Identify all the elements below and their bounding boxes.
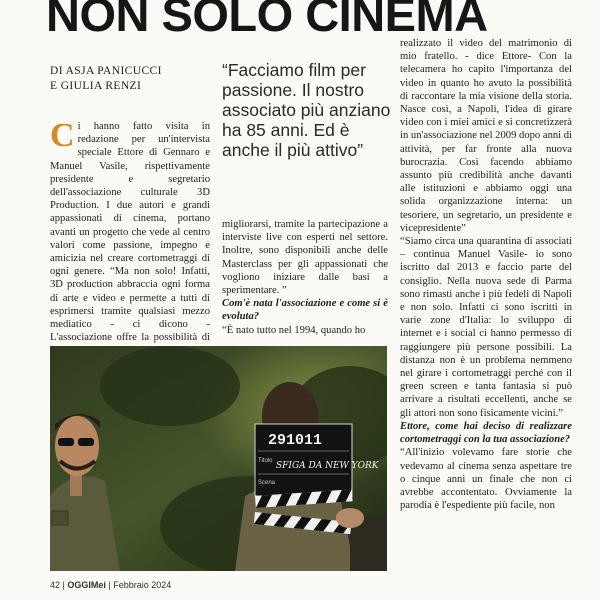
clapper-title-label: Titolo — [258, 458, 273, 464]
page-footer — [50, 580, 171, 590]
paragraph: realizzato il video del matrimonio di mio fratello. - dice Ettore- Con la telecamera ho capito l'importanza del video in quanto ho avuto la possibilità di raccontare la mia visione della storia. Nasce così, a Napoli, l'idea di girare video con i miei amici e si concretizzerà in un'associazione nel 2009 dopo anni di attività, per far fronte alla nuova burocrazia. Così facendo abbiamo assunto più credibilità anche davanti alle istituzioni e abbiamo oggi una solida organizzazione interna: un tesoriere, un segretario, un presidente e vicepresidente” — [400, 38, 572, 234]
footer-separator: | — [62, 580, 68, 590]
paragraph: “All'inizio volevamo fare storie che vedevamo al cinema senza aspettare tre o cinque anni un finale che non ci avrebbe accontentato. Ovviamente la parodia è l'espediente più facile, non — [400, 447, 572, 512]
byline — [50, 64, 210, 94]
pull-quote: “Facciamo film per passione. Il nostro associato più anziano ha 85 anni. Ed è anche il più attivo” — [222, 60, 391, 160]
paragraph: migliorarsi, tramite la partecipazione a interviste live con esperti nel settore. Inoltre, sono disponibili anche delle Masterclass per gli appassionati che vogliono iniziare dalle basi a sperimentare. ” — [222, 219, 388, 297]
interview-question: Ettore, come hai deciso di realizzare cortometraggi con la tua associazione? — [400, 420, 572, 446]
paragraph: i hanno fatto visita in redazione per un'intervista speciale Ettore di Gennaro e Manuel Vasile, rispettivamente presidente e segretario dell'associazione culturale 3D Production. I due autori e grandi appassionati di cinema, portano avanti un progetto che vede al centro valori come passione, impegno e amicizia nel creare cortometraggi di ogni genere. “Ma non solo! Infatti, 3D production abbraccia ogni forma di arte e video e permette a tutti di esprimersi tramite qualsiasi mezzo mediatico - ci dicono - L'associazione offre la possibilità di — [50, 121, 210, 344]
issue-date: Febbraio 2024 — [113, 580, 172, 590]
footer-separator: | — [108, 580, 114, 590]
text-column-1 — [50, 117, 210, 358]
magazine-name: OGGIMei — [67, 580, 106, 590]
drop-cap: C — [50, 117, 75, 154]
article-title: NON SOLO CINEMA — [46, 0, 488, 41]
byline-line-2: E GIULIA RENZI — [50, 80, 142, 92]
clapper-title: SFIGA DA NEW YORK — [276, 461, 379, 471]
paragraph: “Siamo circa una quarantina di associati – continua Manuel Vasile- io sono iscritto dal 2013 e faccio parte del consiglio. Nella nuova sede di Parma sono rimasti anche i più fedeli di Napoli e non solo. Infatti ci sono iscritti in varie zone d'Italia: lo sviluppo di internet e i social ci hanno permesso di raggiungere più persone possibili. La distanza non è un problema nemmeno nel girare i cortometraggi perché con il green screen e tanta fantasia si può arrivare a risultati eccellenti, anche se gli attori non sono fisicamente vicini.” — [400, 236, 572, 419]
text-column-3 — [400, 37, 572, 512]
page-number: 42 — [50, 580, 61, 590]
text-column-2 — [222, 218, 388, 337]
paragraph: “È nato tutto nel 1994, quando ho — [222, 324, 366, 336]
clapper-number: 291011 — [268, 432, 323, 449]
article-photo — [50, 346, 387, 571]
clapper-scene-label: Scena — [258, 480, 276, 486]
interview-question: Com'è nata l'associazione e come si è evoluta? — [222, 298, 388, 323]
film-set-illustration — [50, 346, 387, 571]
byline-line-1: DI ASJA PANICUCCI — [50, 65, 162, 77]
